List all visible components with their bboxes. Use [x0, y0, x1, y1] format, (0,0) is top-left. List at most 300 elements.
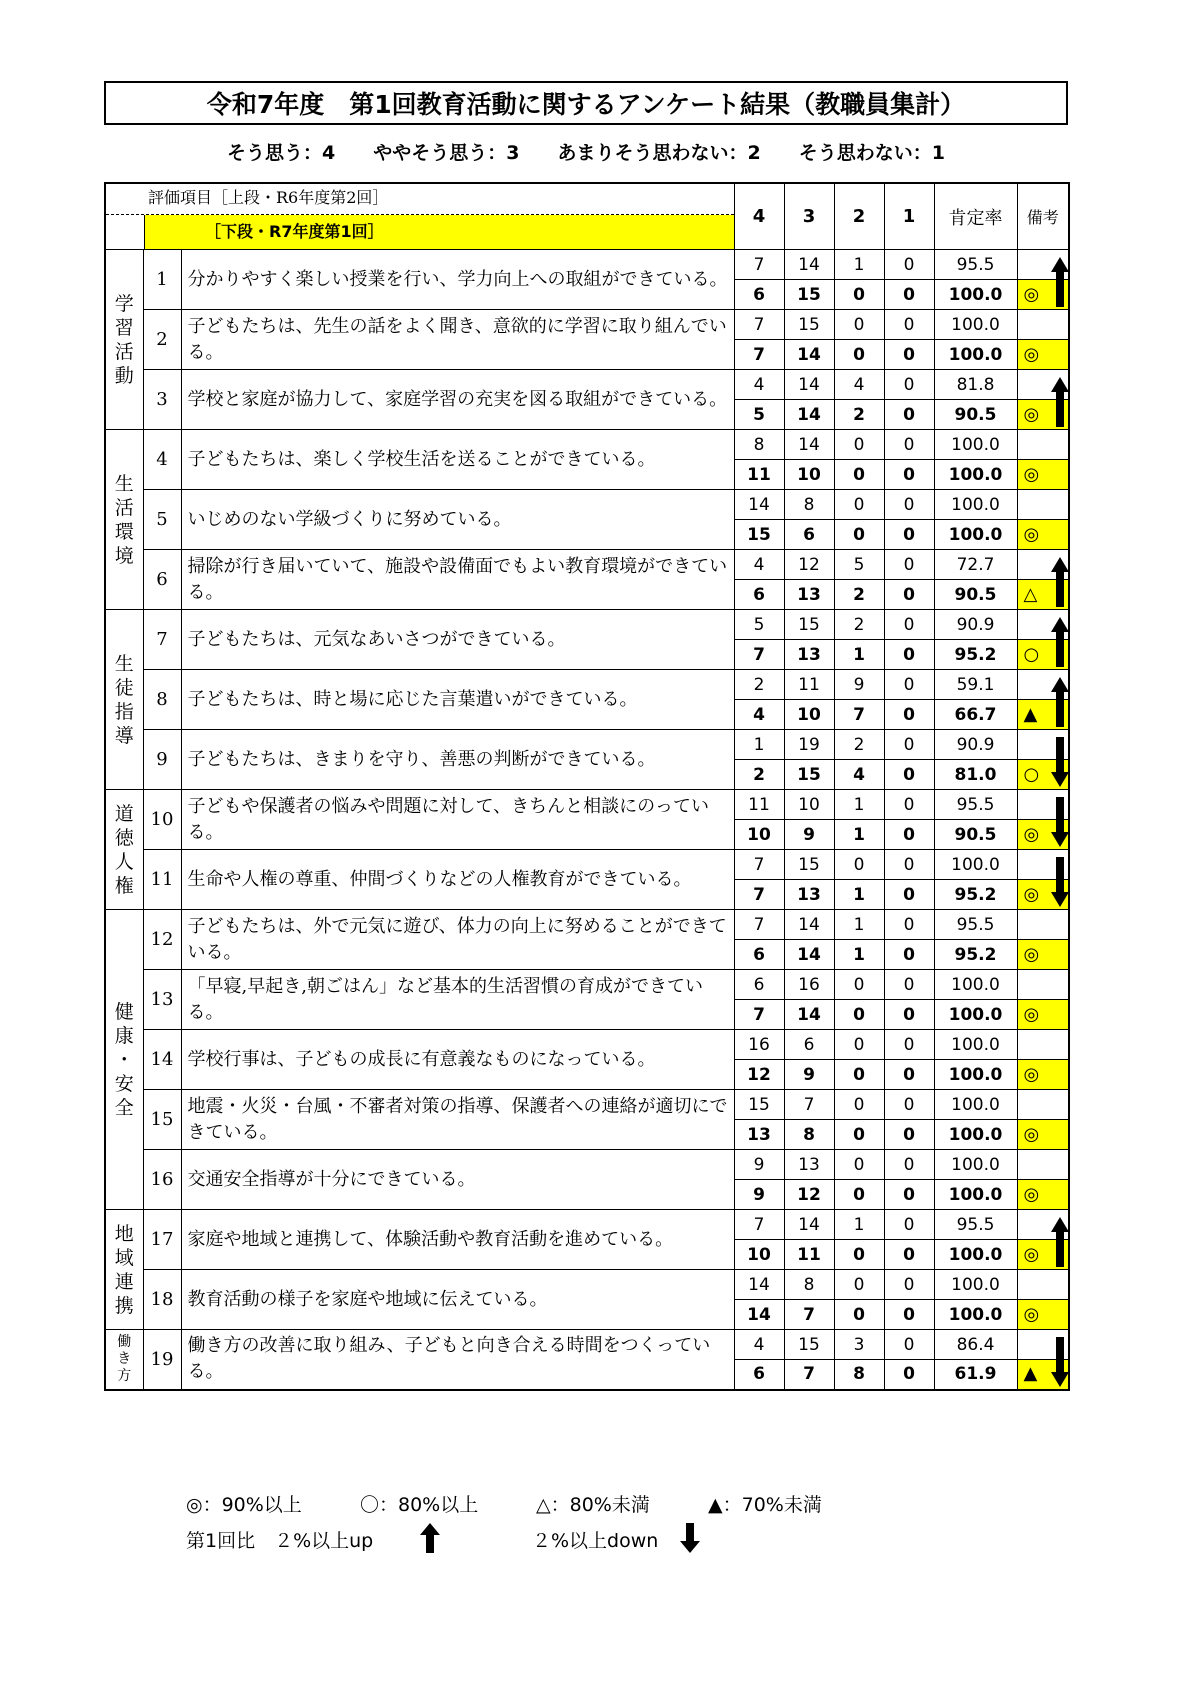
- prev-count-1: 0: [884, 730, 934, 760]
- prev-count-3: 8: [784, 490, 834, 520]
- curr-count-1: 0: [884, 1000, 934, 1030]
- header-col-1: 1: [884, 183, 934, 250]
- curr-count-4: 7: [734, 880, 784, 910]
- prev-count-4: 7: [734, 250, 784, 280]
- remark-cell-prev: [1017, 310, 1069, 340]
- up-arrow-icon: [1050, 554, 1070, 610]
- curr-count-2: 2: [834, 580, 884, 610]
- remark-cell-prev: [1017, 1210, 1069, 1240]
- curr-count-3: 7: [784, 1300, 834, 1330]
- curr-affirmative-rate: 100.0: [934, 520, 1017, 550]
- prev-count-2: 1: [834, 790, 884, 820]
- remark-cell-prev: [1017, 490, 1069, 520]
- remark-cell-prev: [1017, 1270, 1069, 1300]
- item-question: 生命や人権の尊重、仲間づくりなどの人権教育ができている。: [181, 850, 734, 910]
- curr-affirmative-rate: 95.2: [934, 640, 1017, 670]
- curr-count-3: 11: [784, 1240, 834, 1270]
- category-char: 地: [114, 1222, 134, 1245]
- item-question: 子どもや保護者の悩みや問題に対して、きちんと相談にのっている。: [181, 790, 734, 850]
- up-arrow-icon: [1050, 1214, 1070, 1270]
- item-row-prev: [105, 1330, 1069, 1360]
- curr-count-1: 0: [884, 580, 934, 610]
- prev-count-4: 4: [734, 550, 784, 580]
- item-question: 「早寝,早起き,朝ごはん」など基本的生活習慣の育成ができている。: [181, 970, 734, 1030]
- category-char: 徒: [114, 676, 134, 699]
- prev-affirmative-rate: 95.5: [934, 790, 1017, 820]
- header-item-line1: 評価項目［上段・R6年度第2回］: [106, 184, 734, 215]
- rating-mark: ◎: [1023, 403, 1040, 425]
- curr-count-1: 0: [884, 400, 934, 430]
- prev-count-4: 6: [734, 970, 784, 1000]
- remark-cell-curr: [1017, 460, 1069, 490]
- prev-count-2: 1: [834, 910, 884, 940]
- rating-mark: ◎: [1023, 943, 1040, 965]
- remark-cell-curr: [1017, 340, 1069, 370]
- curr-affirmative-rate: 100.0: [934, 1000, 1017, 1030]
- curr-count-1: 0: [884, 520, 934, 550]
- item-row-prev: [105, 730, 1069, 760]
- remark-cell-curr: [1017, 940, 1069, 970]
- remark-cell-prev: [1017, 610, 1069, 640]
- remark-cell-curr: [1017, 820, 1069, 850]
- category-char: 指: [114, 700, 134, 723]
- curr-count-1: 0: [884, 700, 934, 730]
- curr-affirmative-rate: 90.5: [934, 820, 1017, 850]
- prev-count-4: 9: [734, 1150, 784, 1180]
- down-arrow-icon: [1050, 854, 1070, 910]
- prev-count-4: 5: [734, 610, 784, 640]
- category-char: 方: [117, 1367, 132, 1384]
- item-row-prev: [105, 670, 1069, 700]
- curr-count-1: 0: [884, 340, 934, 370]
- prev-affirmative-rate: 100.0: [934, 970, 1017, 1000]
- category-char: 徳: [114, 826, 134, 849]
- item-question: 家庭や地域と連携して、体験活動や教育活動を進めている。: [181, 1210, 734, 1270]
- rating-mark: ◎: [1023, 1063, 1040, 1085]
- category-char: 人: [114, 850, 134, 873]
- curr-count-4: 15: [734, 520, 784, 550]
- down-arrow-icon: [1050, 794, 1070, 850]
- item-number: 18: [143, 1270, 181, 1330]
- curr-count-2: 0: [834, 280, 884, 310]
- prev-affirmative-rate: 100.0: [934, 850, 1017, 880]
- header-col-2: 2: [834, 183, 884, 250]
- category-char: き: [117, 1350, 132, 1367]
- item-number: 16: [143, 1150, 181, 1210]
- remark-cell-curr: [1017, 1360, 1069, 1390]
- rating-mark: ▲: [1023, 703, 1038, 725]
- prev-count-3: 14: [784, 430, 834, 460]
- prev-count-1: 0: [884, 910, 934, 940]
- curr-count-1: 0: [884, 760, 934, 790]
- curr-count-4: 6: [734, 940, 784, 970]
- curr-count-2: 0: [834, 1120, 884, 1150]
- prev-count-1: 0: [884, 310, 934, 340]
- prev-count-3: 15: [784, 610, 834, 640]
- remark-cell-curr: [1017, 880, 1069, 910]
- curr-count-2: 0: [834, 340, 884, 370]
- curr-count-1: 0: [884, 1060, 934, 1090]
- curr-count-1: 0: [884, 940, 934, 970]
- prev-count-1: 0: [884, 1090, 934, 1120]
- curr-count-4: 7: [734, 340, 784, 370]
- category-char: 導: [114, 724, 134, 747]
- prev-count-1: 0: [884, 250, 934, 280]
- legend-triangle: △：80%未満: [536, 1494, 650, 1516]
- rating-mark: ◎: [1023, 523, 1040, 545]
- curr-count-3: 14: [784, 400, 834, 430]
- item-number: 9: [143, 730, 181, 790]
- curr-count-2: 1: [834, 940, 884, 970]
- curr-count-2: 2: [834, 400, 884, 430]
- prev-count-3: 16: [784, 970, 834, 1000]
- rating-mark: ▲: [1023, 1363, 1038, 1385]
- curr-affirmative-rate: 100.0: [934, 340, 1017, 370]
- curr-affirmative-rate: 61.9: [934, 1360, 1017, 1390]
- prev-count-2: 0: [834, 490, 884, 520]
- curr-count-1: 0: [884, 1360, 934, 1390]
- prev-count-3: 8: [784, 1270, 834, 1300]
- curr-count-1: 0: [884, 1300, 934, 1330]
- curr-count-3: 15: [784, 280, 834, 310]
- item-row-prev: [105, 970, 1069, 1000]
- prev-affirmative-rate: 72.7: [934, 550, 1017, 580]
- rating-mark: ◎: [1023, 283, 1040, 305]
- remark-cell-prev: [1017, 370, 1069, 400]
- prev-count-2: 0: [834, 850, 884, 880]
- prev-affirmative-rate: 100.0: [934, 1090, 1017, 1120]
- rating-mark: ◎: [1023, 1123, 1040, 1145]
- item-question: 交通安全指導が十分にできている。: [181, 1150, 734, 1210]
- curr-count-3: 10: [784, 460, 834, 490]
- remark-cell-curr: [1017, 1300, 1069, 1330]
- item-number: 1: [143, 250, 181, 310]
- curr-count-4: 6: [734, 580, 784, 610]
- curr-count-4: 11: [734, 460, 784, 490]
- category-char: 生: [114, 652, 134, 675]
- prev-count-2: 2: [834, 610, 884, 640]
- prev-count-1: 0: [884, 370, 934, 400]
- legend-comparison-up: 第1回比 ２%以上up: [186, 1530, 374, 1552]
- item-question: 子どもたちは、元気なあいさつができている。: [181, 610, 734, 670]
- category-char: 健: [114, 1000, 134, 1023]
- item-question: 掃除が行き届いていて、施設や設備面でもよい教育環境ができている。: [181, 550, 734, 610]
- remark-cell-prev: [1017, 670, 1069, 700]
- prev-count-3: 14: [784, 370, 834, 400]
- prev-count-1: 0: [884, 970, 934, 1000]
- prev-count-2: 1: [834, 250, 884, 280]
- prev-count-2: 0: [834, 1150, 884, 1180]
- category-char: 境: [114, 544, 134, 567]
- item-row-prev: [105, 850, 1069, 880]
- rating-mark: ○: [1023, 763, 1040, 785]
- prev-count-3: 10: [784, 790, 834, 820]
- prev-affirmative-rate: 95.5: [934, 1210, 1017, 1240]
- category-char: 全: [114, 1096, 134, 1119]
- prev-count-1: 0: [884, 790, 934, 820]
- rating-mark: ◎: [1023, 463, 1040, 485]
- rating-mark: ◎: [1023, 1303, 1040, 1325]
- curr-count-4: 6: [734, 1360, 784, 1390]
- curr-count-4: 5: [734, 400, 784, 430]
- curr-count-2: 0: [834, 520, 884, 550]
- curr-count-3: 14: [784, 340, 834, 370]
- curr-count-3: 9: [784, 1060, 834, 1090]
- item-question: 学校行事は、子どもの成長に有意義なものになっている。: [181, 1030, 734, 1090]
- curr-affirmative-rate: 100.0: [934, 1060, 1017, 1090]
- curr-count-3: 10: [784, 700, 834, 730]
- down-arrow-icon: [1050, 1334, 1070, 1390]
- prev-count-1: 0: [884, 1030, 934, 1060]
- item-number: 3: [143, 370, 181, 430]
- item-row-prev: [105, 790, 1069, 820]
- curr-count-3: 14: [784, 1000, 834, 1030]
- prev-count-2: 2: [834, 730, 884, 760]
- curr-count-2: 4: [834, 760, 884, 790]
- up-arrow-icon: [1050, 254, 1070, 310]
- remark-cell-prev: [1017, 1090, 1069, 1120]
- prev-count-3: 11: [784, 670, 834, 700]
- curr-affirmative-rate: 100.0: [934, 460, 1017, 490]
- item-number: 14: [143, 1030, 181, 1090]
- prev-count-2: 4: [834, 370, 884, 400]
- curr-count-3: 15: [784, 760, 834, 790]
- item-question: 分かりやすく楽しい授業を行い、学力向上への取組ができている。: [181, 250, 734, 310]
- curr-count-4: 12: [734, 1060, 784, 1090]
- rating-mark: ○: [1023, 643, 1040, 665]
- category-label: [105, 1330, 143, 1390]
- item-question: 子どもたちは、外で元気に遊び、体力の向上に努めることができている。: [181, 910, 734, 970]
- item-number: 11: [143, 850, 181, 910]
- curr-count-3: 12: [784, 1180, 834, 1210]
- item-row-prev: [105, 490, 1069, 520]
- prev-affirmative-rate: 90.9: [934, 730, 1017, 760]
- curr-count-2: 0: [834, 1060, 884, 1090]
- prev-count-2: 0: [834, 970, 884, 1000]
- curr-count-2: 0: [834, 1240, 884, 1270]
- item-row-prev: [105, 370, 1069, 400]
- item-row-prev: [105, 430, 1069, 460]
- prev-affirmative-rate: 100.0: [934, 430, 1017, 460]
- prev-count-1: 0: [884, 850, 934, 880]
- symbol-legend: [186, 1490, 886, 1516]
- prev-count-3: 14: [784, 910, 834, 940]
- rating-mark: ◎: [1023, 883, 1040, 905]
- category-label: [105, 790, 143, 910]
- remark-cell-prev: [1017, 970, 1069, 1000]
- category-char: 康: [114, 1024, 134, 1047]
- curr-count-4: 10: [734, 1240, 784, 1270]
- item-number: 4: [143, 430, 181, 490]
- rating-mark: ◎: [1023, 1243, 1040, 1265]
- header-rate: 肯定率: [934, 183, 1017, 250]
- item-number: 8: [143, 670, 181, 730]
- prev-count-4: 2: [734, 670, 784, 700]
- prev-count-2: 0: [834, 1030, 884, 1060]
- category-char: 学: [114, 292, 134, 315]
- header-item-cell: [105, 183, 734, 250]
- prev-count-3: 7: [784, 1090, 834, 1120]
- remark-cell-curr: [1017, 1000, 1069, 1030]
- prev-count-4: 7: [734, 1210, 784, 1240]
- item-row-prev: [105, 1090, 1069, 1120]
- curr-count-3: 13: [784, 880, 834, 910]
- prev-count-3: 14: [784, 1210, 834, 1240]
- legend-up-arrow-icon: [418, 1522, 442, 1554]
- curr-count-2: 1: [834, 820, 884, 850]
- comparison-legend: [186, 1526, 886, 1556]
- category-char: 環: [114, 520, 134, 543]
- prev-affirmative-rate: 90.9: [934, 610, 1017, 640]
- prev-count-1: 0: [884, 1330, 934, 1360]
- prev-affirmative-rate: 59.1: [934, 670, 1017, 700]
- curr-count-1: 0: [884, 820, 934, 850]
- header-remark: 備考: [1017, 183, 1069, 250]
- prev-count-4: 15: [734, 1090, 784, 1120]
- rating-mark: △: [1023, 583, 1038, 605]
- prev-affirmative-rate: 100.0: [934, 490, 1017, 520]
- item-row-prev: [105, 910, 1069, 940]
- category-char: 権: [114, 874, 134, 897]
- prev-count-1: 0: [884, 1210, 934, 1240]
- category-label: [105, 250, 143, 430]
- category-char: 道: [114, 802, 134, 825]
- item-number: 5: [143, 490, 181, 550]
- category-char: 連: [114, 1270, 134, 1293]
- prev-count-1: 0: [884, 550, 934, 580]
- remark-cell-prev: [1017, 550, 1069, 580]
- item-number: 17: [143, 1210, 181, 1270]
- item-row-prev: [105, 1270, 1069, 1300]
- prev-count-2: 3: [834, 1330, 884, 1360]
- category-char: 習: [114, 316, 134, 339]
- item-row-prev: [105, 250, 1069, 280]
- remark-cell-curr: [1017, 520, 1069, 550]
- curr-count-3: 7: [784, 1360, 834, 1390]
- category-char: ・: [114, 1048, 134, 1071]
- curr-count-1: 0: [884, 640, 934, 670]
- curr-count-4: 13: [734, 1120, 784, 1150]
- item-question: 子どもたちは、時と場に応じた言葉遣いができている。: [181, 670, 734, 730]
- category-char: 域: [114, 1246, 134, 1269]
- rating-mark: ◎: [1023, 343, 1040, 365]
- curr-count-2: 0: [834, 1180, 884, 1210]
- curr-affirmative-rate: 100.0: [934, 1180, 1017, 1210]
- header-item-line2: ［下段・R7年度第1回］: [144, 215, 734, 249]
- curr-count-2: 0: [834, 460, 884, 490]
- prev-count-4: 14: [734, 1270, 784, 1300]
- curr-count-2: 8: [834, 1360, 884, 1390]
- prev-affirmative-rate: 100.0: [934, 1150, 1017, 1180]
- curr-count-1: 0: [884, 880, 934, 910]
- prev-affirmative-rate: 100.0: [934, 1030, 1017, 1060]
- item-row-prev: [105, 550, 1069, 580]
- prev-affirmative-rate: 95.5: [934, 250, 1017, 280]
- up-arrow-icon: [1050, 614, 1070, 670]
- category-char: 活: [114, 496, 134, 519]
- item-question: 子どもたちは、先生の話をよく聞き、意欲的に学習に取り組んでいる。: [181, 310, 734, 370]
- category-char: 働: [117, 1333, 132, 1350]
- prev-count-4: 7: [734, 310, 784, 340]
- prev-count-4: 4: [734, 1330, 784, 1360]
- item-question: 地震・火災・台風・不審者対策の指導、保護者への連絡が適切にできている。: [181, 1090, 734, 1150]
- item-question: いじめのない学級づくりに努めている。: [181, 490, 734, 550]
- prev-count-4: 1: [734, 730, 784, 760]
- prev-count-2: 0: [834, 310, 884, 340]
- curr-count-4: 4: [734, 700, 784, 730]
- prev-count-3: 15: [784, 1330, 834, 1360]
- item-number: 12: [143, 910, 181, 970]
- curr-affirmative-rate: 66.7: [934, 700, 1017, 730]
- survey-table: [104, 182, 1070, 1391]
- curr-affirmative-rate: 100.0: [934, 1300, 1017, 1330]
- up-arrow-icon: [1050, 674, 1070, 730]
- rating-mark: ◎: [1023, 1003, 1040, 1025]
- item-question: 子どもたちは、きまりを守り、善悪の判断ができている。: [181, 730, 734, 790]
- prev-affirmative-rate: 81.8: [934, 370, 1017, 400]
- curr-count-4: 9: [734, 1180, 784, 1210]
- curr-count-3: 13: [784, 580, 834, 610]
- category-label: [105, 430, 143, 610]
- item-question: 教育活動の様子を家庭や地域に伝えている。: [181, 1270, 734, 1330]
- item-number: 7: [143, 610, 181, 670]
- category-label: [105, 1210, 143, 1330]
- curr-affirmative-rate: 90.5: [934, 400, 1017, 430]
- rating-mark: ◎: [1023, 823, 1040, 845]
- up-arrow-icon: [1050, 374, 1070, 430]
- item-row-prev: [105, 610, 1069, 640]
- curr-count-2: 0: [834, 1300, 884, 1330]
- prev-count-4: 16: [734, 1030, 784, 1060]
- header-col-3: 3: [784, 183, 834, 250]
- prev-count-2: 1: [834, 1210, 884, 1240]
- item-number: 6: [143, 550, 181, 610]
- prev-count-4: 7: [734, 850, 784, 880]
- curr-count-2: 0: [834, 1000, 884, 1030]
- curr-count-4: 7: [734, 1000, 784, 1030]
- curr-count-2: 1: [834, 640, 884, 670]
- item-number: 2: [143, 310, 181, 370]
- item-row-prev: [105, 1210, 1069, 1240]
- prev-count-1: 0: [884, 610, 934, 640]
- remark-cell-prev: [1017, 250, 1069, 280]
- item-number: 13: [143, 970, 181, 1030]
- curr-count-3: 13: [784, 640, 834, 670]
- prev-count-4: 8: [734, 430, 784, 460]
- remark-cell-prev: [1017, 1030, 1069, 1060]
- prev-count-4: 11: [734, 790, 784, 820]
- remark-cell-prev: [1017, 910, 1069, 940]
- curr-affirmative-rate: 81.0: [934, 760, 1017, 790]
- curr-count-4: 2: [734, 760, 784, 790]
- curr-count-2: 1: [834, 880, 884, 910]
- prev-count-2: 0: [834, 1090, 884, 1120]
- prev-count-3: 13: [784, 1150, 834, 1180]
- curr-count-1: 0: [884, 1180, 934, 1210]
- curr-count-3: 9: [784, 820, 834, 850]
- curr-count-3: 14: [784, 940, 834, 970]
- remark-cell-curr: [1017, 760, 1069, 790]
- prev-count-2: 5: [834, 550, 884, 580]
- legend-comparison-down: ２%以上down: [532, 1530, 659, 1552]
- curr-count-4: 6: [734, 280, 784, 310]
- item-number: 10: [143, 790, 181, 850]
- prev-count-4: 7: [734, 910, 784, 940]
- remark-cell-curr: [1017, 1180, 1069, 1210]
- category-char: 安: [114, 1072, 134, 1095]
- page-title: 令和7年度 第1回教育活動に関するアンケート結果（教職員集計）: [104, 81, 1068, 125]
- item-question: 子どもたちは、楽しく学校生活を送ることができている。: [181, 430, 734, 490]
